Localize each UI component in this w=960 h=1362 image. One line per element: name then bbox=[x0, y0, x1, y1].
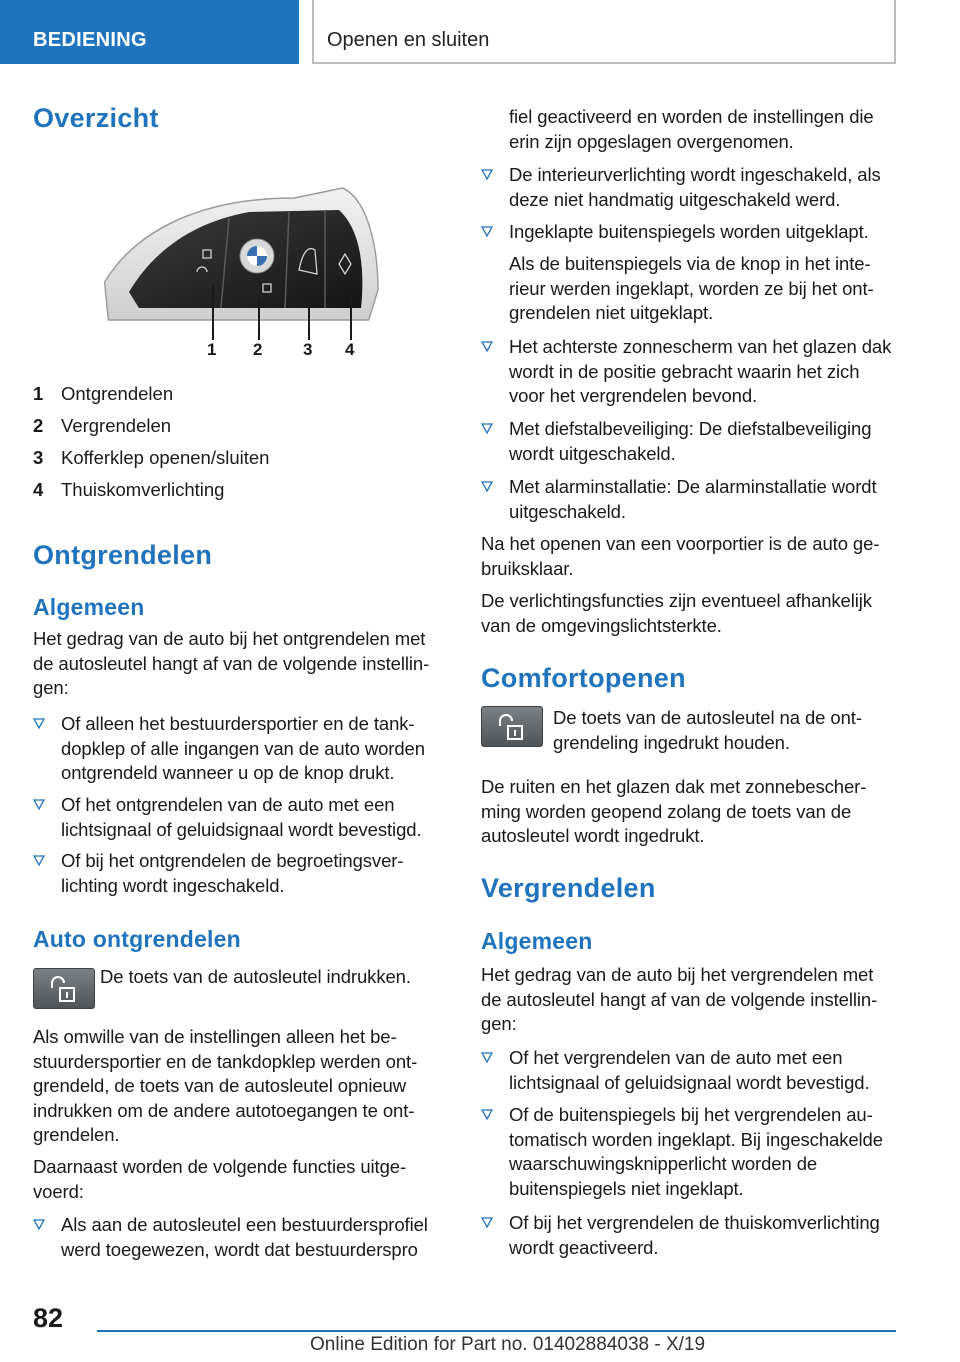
legend-number: 3 bbox=[33, 447, 44, 468]
list-item-text: Ingeklapte buitenspiegels worden uitgeklapt. bbox=[509, 221, 869, 242]
key-fob-illustration bbox=[99, 180, 381, 360]
legend-label: Kofferklep openen/sluiten bbox=[61, 447, 270, 468]
triangle-bullet-icon bbox=[33, 1218, 45, 1230]
callout-1: 1 bbox=[207, 340, 217, 359]
list-item-text: Als aan de autosleutel een bestuurdersprofiel werd toegewezen, wordt dat bestuurderspro bbox=[61, 1214, 428, 1260]
general-subtitle: Algemeen bbox=[33, 594, 145, 620]
page-number: 82 bbox=[33, 1303, 64, 1333]
comfort-key-text: De toets van de autosleutel na de ontgrendeling ingedrukt houden. bbox=[553, 707, 862, 753]
unlock-title: Ontgrendelen bbox=[33, 540, 213, 570]
unlock-key-button bbox=[481, 706, 543, 747]
unlock-icon bbox=[34, 969, 96, 1010]
triangle-bullet-icon bbox=[33, 717, 45, 729]
auto-unlock-key-text: De toets van de autosleutel indrukken. bbox=[100, 966, 411, 987]
comfort-title: Comfortopenen bbox=[481, 663, 686, 693]
triangle-bullet-icon bbox=[481, 168, 493, 180]
legend-number: 4 bbox=[33, 479, 44, 500]
triangle-bullet-icon bbox=[481, 225, 493, 237]
legend-label: Vergrendelen bbox=[61, 415, 172, 436]
legend-label: Ontgrendelen bbox=[61, 383, 174, 404]
list-item bbox=[481, 417, 896, 466]
callout-4: 4 bbox=[345, 340, 355, 359]
auto-unlock-paragraph: Als omwille van de instellingen alleen het bestuurdersportier en de tankdopklep werden ontgrendeld, de toets van de autosleutel opnieuw indrukken om de andere autotoegangen te ontgrendelen. bbox=[33, 1026, 418, 1145]
lighting-text: De verlichtingsfuncties zijn eventueel afhankelijk van de omgevingslichtsterkte. bbox=[481, 590, 872, 636]
triangle-bullet-icon bbox=[481, 422, 493, 434]
footer-divider bbox=[97, 1330, 896, 1332]
lock-title: Vergrendelen bbox=[481, 873, 656, 903]
auto-unlock-title: Auto ontgrendelen bbox=[33, 926, 241, 952]
list-item bbox=[481, 1211, 896, 1260]
section-tab: BEDIENING bbox=[0, 0, 299, 64]
auto-unlock-paragraph: Daarnaast worden de volgende functies uitgevoerd: bbox=[33, 1156, 407, 1202]
unlock-key-button bbox=[33, 968, 95, 1009]
continued-text: fiel geactiveerd en worden de instellingen die erin zijn opgeslagen overgenomen. bbox=[509, 106, 874, 152]
list-item-text: Of de buitenspiegels bij het vergrendelen automatisch worden ingeklapt. Bij ingeschakelde waarschuwingsknipperlicht worden de buitenspiegels niet ingeklapt. bbox=[509, 1104, 883, 1199]
lock-general-subtitle: Algemeen bbox=[481, 928, 593, 954]
list-item bbox=[481, 220, 896, 245]
list-item bbox=[33, 793, 447, 842]
list-item-text: Of het vergrendelen van de auto met een lichtsignaal of geluidsignaal wordt bevestigd. bbox=[509, 1047, 870, 1093]
list-item bbox=[33, 1213, 447, 1262]
list-item bbox=[481, 335, 896, 409]
ready-text: Na het openen van een voorportier is de auto gebruiksklaar. bbox=[481, 533, 880, 579]
list-item-text: Of het ontgrendelen van de auto met een lichtsignaal of geluidsignaal wordt bevestigd. bbox=[61, 794, 422, 840]
edition-text: Online Edition for Part no. 01402884038 - X/19 bbox=[310, 1334, 706, 1355]
triangle-bullet-icon bbox=[33, 854, 45, 866]
lock-general-text: Het gedrag van de auto bij het vergrendelen met de autosleutel hangt af van de volgende instellingen: bbox=[481, 964, 878, 1034]
triangle-bullet-icon bbox=[481, 480, 493, 492]
list-item bbox=[481, 163, 896, 212]
callout-2: 2 bbox=[253, 340, 263, 359]
list-item bbox=[33, 849, 447, 898]
triangle-bullet-icon bbox=[33, 798, 45, 810]
mirror-note: Als de buitenspiegels via de knop in het interieur werden ingeklapt, worden ze bij het ontgrendelen niet uitgeklapt. bbox=[509, 253, 874, 323]
list-item bbox=[481, 475, 896, 524]
list-item bbox=[481, 1103, 896, 1201]
comfort-text: De ruiten en het glazen dak met zonnebescherming worden geopend zolang de toets van de autosleutel wordt ingedrukt. bbox=[481, 776, 867, 846]
triangle-bullet-icon bbox=[481, 1051, 493, 1063]
callout-3: 3 bbox=[303, 340, 313, 359]
list-item-text: Of bij het ontgrendelen de begroetingsverlichting wordt ingeschakeld. bbox=[61, 850, 404, 896]
list-item-text: De interieurverlichting wordt ingeschakeld, als deze niet handmatig uitgeschakeld werd. bbox=[509, 164, 881, 210]
chapter-title: Openen en sluiten bbox=[312, 0, 896, 64]
overview-title: Overzicht bbox=[33, 103, 159, 133]
list-item bbox=[481, 1046, 896, 1095]
legend-number: 1 bbox=[33, 383, 44, 404]
list-item-text: Met diefstalbeveiliging: De diefstalbeveiliging wordt uitgeschakeld. bbox=[509, 418, 872, 464]
list-item-text: Met alarminstallatie: De alarminstallatie wordt uitgeschakeld. bbox=[509, 476, 877, 522]
triangle-bullet-icon bbox=[481, 340, 493, 352]
legend-label: Thuiskomverlichting bbox=[61, 479, 225, 500]
list-item-text: Of alleen het bestuurdersportier en de tankdopklep of alle ingangen van de auto worden ontgrendeld wanneer u op de knop drukt. bbox=[61, 713, 425, 783]
list-item-text: Het achterste zonnescherm van het glazen dak wordt in de positie gebracht waarin het zich voor het vergrendelen bevond. bbox=[509, 336, 892, 406]
list-item-text: Of bij het vergrendelen de thuiskomverlichting wordt geactiveerd. bbox=[509, 1212, 880, 1258]
unlock-icon bbox=[482, 707, 544, 748]
triangle-bullet-icon bbox=[481, 1108, 493, 1120]
triangle-bullet-icon bbox=[481, 1216, 493, 1228]
legend-number: 2 bbox=[33, 415, 44, 436]
list-item bbox=[33, 712, 447, 786]
general-text: Het gedrag van de auto bij het ontgrendelen met de autosleutel hangt af van de volgende instellingen: bbox=[33, 628, 430, 698]
